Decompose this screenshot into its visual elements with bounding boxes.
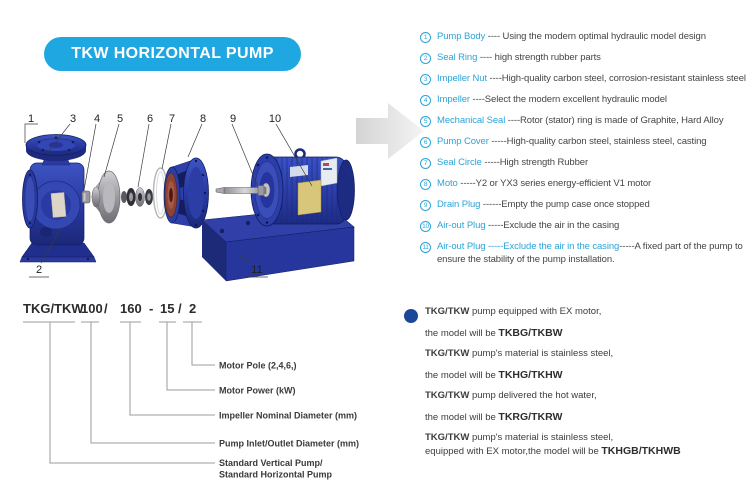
- part-name: Impeller Nut: [437, 73, 488, 84]
- part-number-label: 5: [116, 113, 124, 125]
- variant-model-prefix: TKG/TKW: [425, 306, 470, 317]
- part-number-label: 2: [35, 264, 43, 276]
- model-code-label: Standard Vertical Pump/: [219, 458, 323, 468]
- page-title: TKW HORIZONTAL PUMP: [71, 45, 274, 62]
- part-name: Seal Circle: [437, 157, 482, 168]
- model-code-segment: TKG/TKW: [23, 301, 84, 316]
- parts-list-item: [420, 115, 750, 128]
- model-code-label: Motor Power (kW): [219, 385, 296, 396]
- variant-condition-text: pump delivered the hot water,: [469, 390, 597, 401]
- model-code-segment: 2: [189, 301, 197, 316]
- part-name: Drain Plug: [437, 199, 481, 210]
- part-name: Pump Cover: [437, 136, 489, 147]
- model-variants: [400, 306, 752, 467]
- motor-illustration: [251, 150, 355, 227]
- variant-condition-text: pump equipped with EX motor,: [469, 306, 602, 317]
- variant-result: [425, 369, 752, 382]
- motor-yellow-label: [298, 180, 321, 215]
- variant-result: [425, 445, 752, 458]
- part-number-badge: 3: [420, 74, 431, 85]
- part-description: ---- high strength rubber parts: [477, 52, 601, 63]
- model-code-segment: 15: [160, 301, 175, 316]
- mechanical-seal-illustration: [121, 188, 158, 207]
- variant-model-code: TKHGB/TKHWB: [601, 445, 681, 457]
- part-number-label: 9: [229, 113, 237, 125]
- variant-model-code: TKBG/TKBW: [498, 326, 563, 339]
- variant-model-code: TKHG/TKHW: [498, 368, 563, 381]
- variant-condition-text: pump's material is stainless steel,: [469, 348, 614, 359]
- part-description: -----High strength Rubber: [481, 157, 589, 168]
- part-number-label: 11: [251, 264, 263, 276]
- part-name: Moto: [437, 178, 458, 189]
- model-code-label: Standard Horizontal Pump: [219, 469, 333, 480]
- variant-condition: [425, 390, 752, 402]
- pump-exploded-diagram: [10, 95, 430, 295]
- parts-list-item: [420, 94, 750, 107]
- part-number-badge: 4: [420, 95, 431, 106]
- model-code-diagram: [20, 295, 372, 493]
- variant-result-text: the model will be: [425, 411, 499, 423]
- bullet-icon: [404, 309, 418, 323]
- part-description: ----High-quality carbon steel, corrosion-resistant stainless steel: [487, 73, 746, 84]
- variant-result-text: the model will be: [425, 369, 499, 381]
- part-name: Seal Ring: [437, 52, 478, 63]
- arrow-right-graphic: [356, 103, 424, 159]
- shaft-illustration: [216, 186, 266, 196]
- part-number-label: 3: [69, 113, 77, 125]
- variant-result: [425, 327, 752, 340]
- part-name: Pump Body: [437, 31, 486, 42]
- variant-condition-text: pump's material is stainless steel,: [469, 432, 614, 443]
- parts-list: [420, 31, 750, 275]
- part-number-badge: 1: [420, 32, 431, 43]
- variant-result: [425, 411, 752, 424]
- impeller-illustration: [92, 171, 120, 223]
- part-description: -----Y2 or YX3 series energy-efficient V1 motor: [457, 178, 652, 189]
- parts-list-item: [420, 31, 750, 44]
- variant-condition: [425, 306, 752, 318]
- part-description: ---- Using the modern optimal hydraulic model design: [485, 31, 706, 42]
- model-code-label: Motor Pole (2,4,6,): [219, 360, 297, 371]
- model-code-segment: /: [178, 301, 182, 316]
- part-number-badge: 11: [420, 242, 431, 253]
- variant-model-prefix: TKG/TKW: [425, 390, 470, 401]
- part-name: Impeller: [437, 94, 470, 105]
- model-code-segment: 160: [120, 301, 142, 316]
- part-number-badge: 10: [420, 221, 431, 232]
- variant-model-code: TKRG/TKRW: [498, 410, 563, 423]
- variant-model-prefix: TKG/TKW: [425, 432, 470, 443]
- model-code-label: Pump Inlet/Outlet Diameter (mm): [219, 438, 360, 449]
- part-number-badge: 8: [420, 179, 431, 190]
- variant-condition: [425, 432, 752, 444]
- impeller-nut-illustration: [82, 191, 90, 203]
- part-description: -----High-quality carbon steel, stainless steel, casting: [488, 136, 707, 147]
- part-number-label: 1: [27, 113, 35, 125]
- part-description: ----Rotor (stator) ring is made of Graphite, Hard Alloy: [505, 115, 724, 126]
- part-number-label: 7: [168, 113, 176, 125]
- part-number-label: 6: [146, 113, 154, 125]
- part-description: ------Empty the pump case once stopped: [480, 199, 650, 210]
- parts-list-item: [420, 220, 750, 233]
- part-number-label: 10: [268, 113, 282, 125]
- parts-list-item: [420, 73, 750, 86]
- motor-nameplate: [321, 158, 337, 186]
- variant-model-prefix: TKG/TKW: [425, 348, 470, 359]
- part-description: ----Select the modern excellent hydraulic model: [470, 94, 667, 105]
- model-code-segment: 100: [81, 301, 103, 316]
- parts-list-item: [420, 178, 750, 191]
- part-number-badge: 2: [420, 53, 431, 64]
- part-description: -----Exclude the air in the casing: [485, 220, 620, 231]
- part-number-badge: 5: [420, 116, 431, 127]
- variant-result-text: the model will be: [425, 327, 499, 339]
- model-code-lines: [23, 322, 215, 463]
- page-title-banner: [44, 37, 301, 71]
- model-code-segment: -: [149, 301, 154, 316]
- part-number-label: 4: [93, 113, 101, 125]
- model-code-label: Impeller Nominal Diameter (mm): [219, 410, 358, 421]
- parts-list-item: [420, 157, 750, 170]
- parts-list-item: [420, 199, 750, 212]
- part-name: Mechanical Seal: [437, 115, 506, 126]
- part-number-label: 8: [199, 113, 207, 125]
- pump-cover-illustration: [164, 158, 209, 228]
- part-name: Air-out Plug: [437, 220, 486, 231]
- part-number-badge: 6: [420, 137, 431, 148]
- parts-list-item: [420, 241, 750, 266]
- variant-condition: [425, 348, 752, 360]
- part-desc-highlight: -----Exclude the air in the casing: [485, 241, 620, 252]
- part-description: -----A fixed part of the pump to ensure the stability of the pump installation.: [437, 241, 743, 265]
- variant-result-text: equipped with EX motor,the model will be: [425, 446, 602, 457]
- part-number-badge: 9: [420, 200, 431, 211]
- part-name: Air-out Plug: [437, 241, 486, 252]
- parts-list-item: [420, 52, 750, 65]
- part-number-badge: 7: [420, 158, 431, 169]
- model-code-segment: /: [104, 301, 108, 316]
- parts-list-item: [420, 136, 750, 149]
